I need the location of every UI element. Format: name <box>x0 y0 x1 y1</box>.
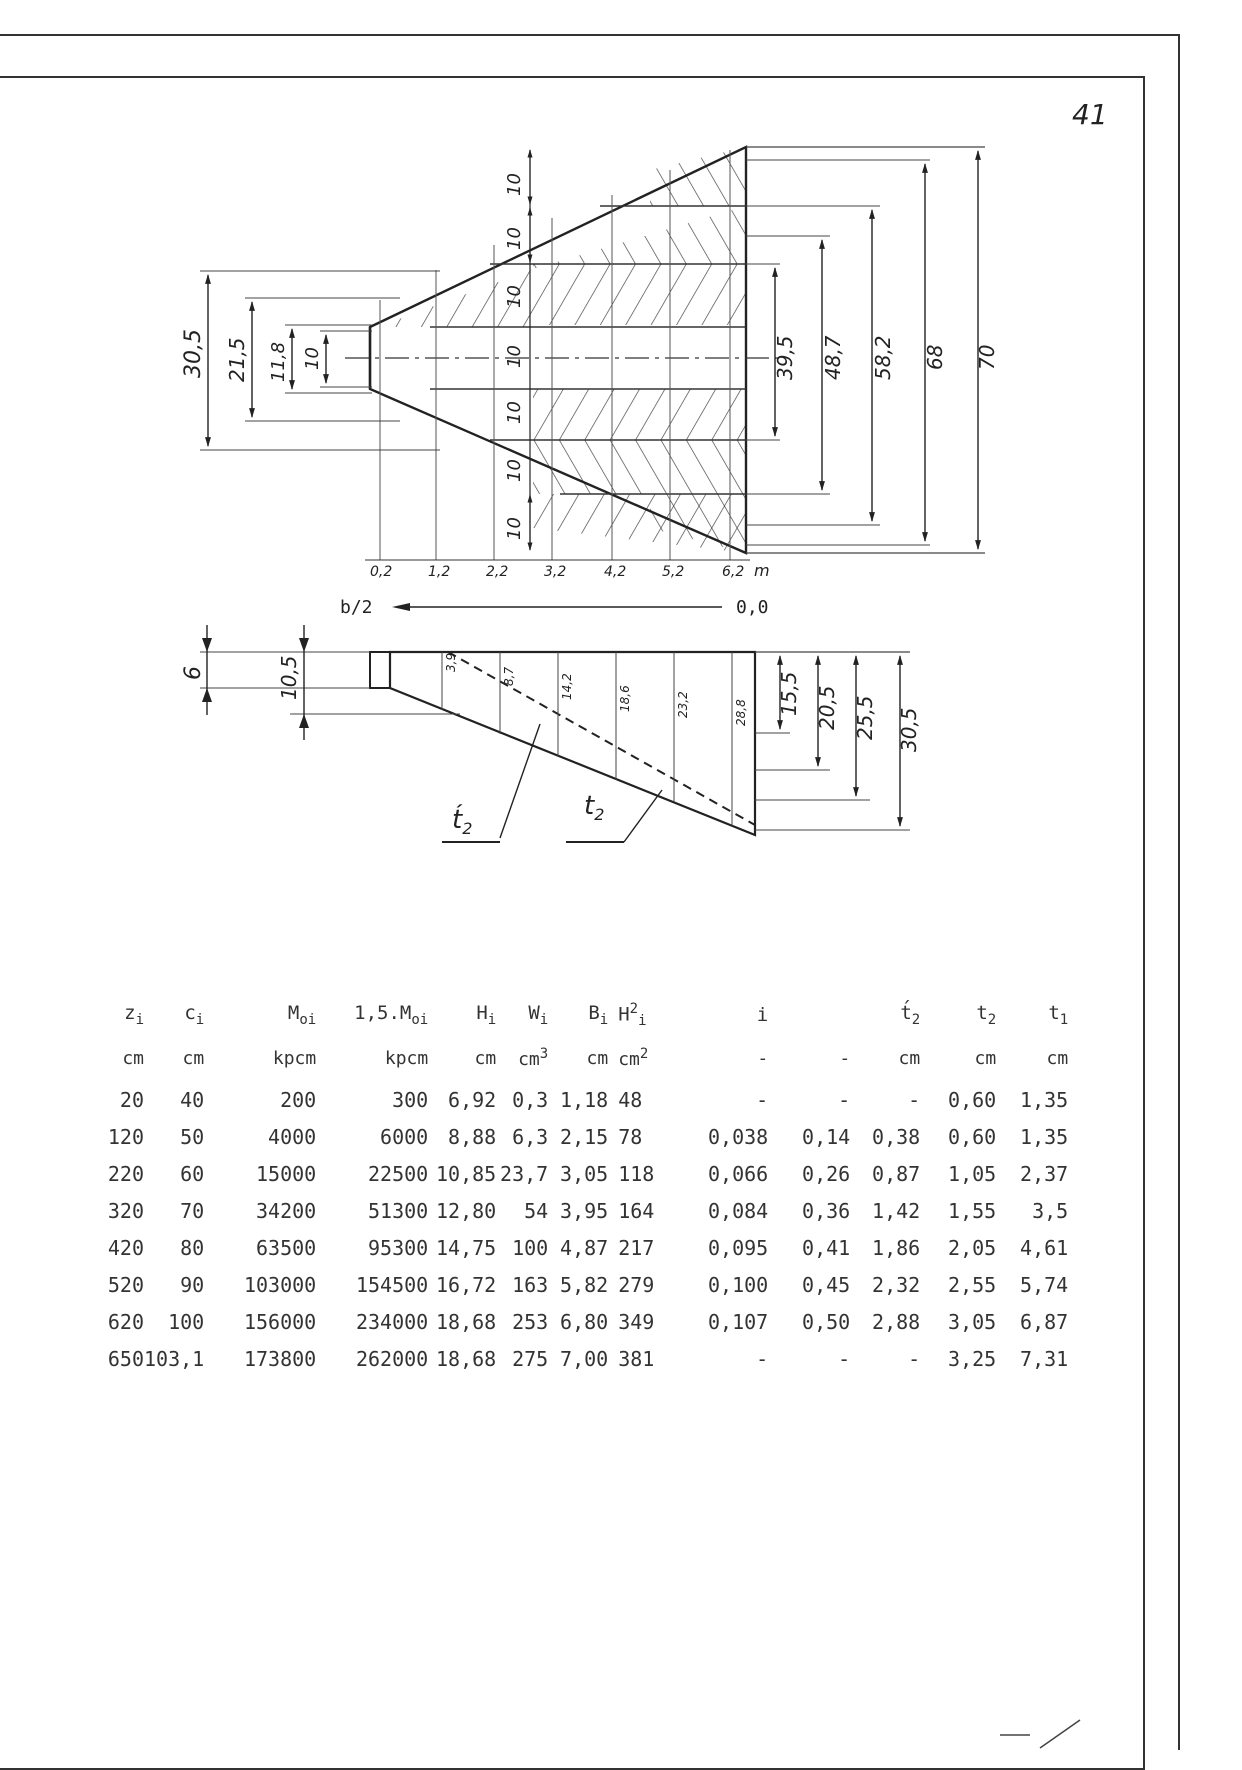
inner-label: 28,8 <box>734 699 748 726</box>
table-cell: 48 <box>618 1087 643 1112</box>
layer-label: 10 <box>504 517 525 540</box>
inner-label: 8,7 <box>502 666 516 686</box>
table-cell: 3,5 <box>1032 1198 1069 1223</box>
table-cell: 349 <box>618 1309 655 1334</box>
table-cell: 420 <box>107 1235 144 1260</box>
table-cell: 40 <box>180 1087 205 1112</box>
table-cell: 217 <box>618 1235 655 1260</box>
table-cell: 300 <box>392 1087 429 1112</box>
table-cell: 8,88 <box>448 1124 497 1149</box>
x-tick-label: 3,2 <box>544 564 567 580</box>
table-cell: 63500 <box>256 1235 317 1260</box>
table-row <box>92 1118 1068 1155</box>
column-header-unit: cm <box>1046 1047 1069 1069</box>
table-cell: 18,68 <box>436 1309 497 1334</box>
table-cell: 2,05 <box>948 1235 997 1260</box>
table-cell: 20 <box>119 1087 144 1112</box>
table-row <box>92 1192 1068 1229</box>
table-cell: 50 <box>180 1124 205 1149</box>
column-header-symbol: $B_i$ <box>588 1002 609 1028</box>
table-row <box>92 1266 1068 1303</box>
table-cell: 80 <box>180 1235 205 1260</box>
table-cell: 0,095 <box>708 1235 769 1260</box>
table-row <box>92 1081 1068 1118</box>
inner-label: 18,6 <box>618 685 632 712</box>
table-cell: 34200 <box>256 1198 317 1223</box>
column-header-symbol: i <box>756 1004 769 1026</box>
table-cell: 4,87 <box>560 1235 609 1260</box>
table-cell: 2,88 <box>872 1309 921 1334</box>
x-tick-label: 2,2 <box>486 564 509 580</box>
dim-label: 21,5 <box>225 337 249 382</box>
dim-label: 6 <box>181 666 206 680</box>
column-header-symbol: $t́_2$ <box>900 1002 921 1028</box>
table-body <box>92 1081 1068 1377</box>
table-cell: 620 <box>107 1309 144 1334</box>
table-cell: 320 <box>107 1198 144 1223</box>
inner-label: 3,9 <box>444 652 458 672</box>
table-cell: 234000 <box>355 1309 429 1334</box>
table-cell: 0,084 <box>708 1198 769 1223</box>
table-cell: 95300 <box>368 1235 429 1260</box>
table-cell: 6,80 <box>560 1309 609 1334</box>
table-cell: 7,31 <box>1020 1346 1069 1371</box>
table-cell: 1,42 <box>872 1198 921 1223</box>
table-cell: 78 <box>618 1124 643 1149</box>
axis-right-label: 0,0 <box>736 597 769 618</box>
x-tick-label: 5,2 <box>662 564 685 580</box>
top-right-dim-labels <box>773 335 999 380</box>
table-cell: 0,3 <box>512 1087 549 1112</box>
table-cell: 163 <box>512 1272 549 1297</box>
dim-label: 70 <box>975 344 999 370</box>
table-cell: 1,35 <box>1020 1087 1069 1112</box>
table-cell: 51300 <box>368 1198 429 1223</box>
table-cell: - <box>908 1087 921 1112</box>
table-cell: 23,7 <box>500 1161 549 1186</box>
dim-label: 20,5 <box>815 685 839 730</box>
table-cell: 70 <box>180 1198 205 1223</box>
table-cell: 7,00 <box>560 1346 609 1371</box>
table-cell: 0,60 <box>948 1124 997 1149</box>
bottom-dim-labels <box>181 653 921 838</box>
table-cell: 118 <box>618 1161 655 1186</box>
table-cell: 0,60 <box>948 1087 997 1112</box>
dim-label: 68 <box>923 344 947 370</box>
table-cell: 2,55 <box>948 1272 997 1297</box>
table-cell: 164 <box>618 1198 655 1223</box>
table-cell: - <box>838 1346 851 1371</box>
table-cell: 2,37 <box>1020 1161 1069 1186</box>
table-cell: 0,107 <box>708 1309 769 1334</box>
column-header-unit: cm <box>122 1047 144 1069</box>
layer-label: 10 <box>504 173 525 196</box>
table-cell: 3,25 <box>948 1346 997 1371</box>
column-header-symbol: $W_i$ <box>528 1002 549 1028</box>
table-cell: 14,75 <box>436 1235 497 1260</box>
table-cell: 18,68 <box>436 1346 497 1371</box>
table-cell: 22500 <box>368 1161 429 1186</box>
table-cell: 1,35 <box>1020 1124 1069 1149</box>
table-cell: 279 <box>618 1272 655 1297</box>
table-cell: 2,15 <box>560 1124 609 1149</box>
dim-label: 48,7 <box>821 335 845 380</box>
table-cell: 156000 <box>243 1309 317 1334</box>
table-cell: 6000 <box>380 1124 429 1149</box>
table-cell: 520 <box>107 1272 144 1297</box>
dim-label: 10,5 <box>277 655 301 700</box>
table-row <box>92 1229 1068 1266</box>
dim-label: 30,5 <box>897 707 921 752</box>
table-cell: 0,38 <box>872 1124 921 1149</box>
top-section <box>200 147 985 611</box>
table-cell: 3,05 <box>560 1161 609 1186</box>
dim-label: 39,5 <box>773 335 797 380</box>
column-header-unit: cm <box>898 1047 921 1069</box>
results-table-wrap <box>92 995 1102 1377</box>
column-header-unit: cm <box>974 1047 997 1069</box>
column-header-unit: $cm^2$ <box>618 1046 649 1070</box>
top-layer-dim-labels <box>504 173 525 540</box>
table-cell: 0,45 <box>802 1272 851 1297</box>
table-cell: 5,82 <box>560 1272 609 1297</box>
table-cell: 220 <box>107 1161 144 1186</box>
table-cell: 0,87 <box>872 1161 921 1186</box>
table-cell: 253 <box>512 1309 549 1334</box>
layer-label: 10 <box>504 285 525 308</box>
dim-label: 25,5 <box>853 695 877 740</box>
x-tick-label: 4,2 <box>604 564 627 580</box>
table-cell: 16,72 <box>436 1272 497 1297</box>
column-header-unit: cm <box>474 1047 497 1069</box>
top-x-ticks <box>370 561 770 580</box>
table-cell: 6,92 <box>448 1087 497 1112</box>
column-header-symbol: $H_i$ <box>476 1002 497 1028</box>
table-cell: 15000 <box>256 1161 317 1186</box>
column-header-symbol <box>768 995 850 1035</box>
table-cell: - <box>838 1087 851 1112</box>
x-tick-label: 6,2 <box>722 564 745 580</box>
table-row <box>92 1303 1068 1340</box>
inner-label: 14,2 <box>560 673 574 700</box>
table-cell: 100 <box>512 1235 549 1260</box>
dim-label: 10 <box>302 347 323 370</box>
table-cell: 1,18 <box>560 1087 609 1112</box>
x-tick-label: 0,2 <box>370 564 393 580</box>
dim-label: 11,8 <box>268 341 289 382</box>
inner-label: 23,2 <box>676 691 690 718</box>
column-header-symbol: $H^2_i$ <box>618 1000 647 1030</box>
table-cell: - <box>756 1346 769 1371</box>
table-cell: 0,36 <box>802 1198 851 1223</box>
table-cell: 103000 <box>243 1272 317 1297</box>
layer-label: 10 <box>504 345 525 368</box>
table-cell: 100 <box>168 1309 205 1334</box>
layer-label: 10 <box>504 227 525 250</box>
table-cell: 650 <box>107 1346 144 1371</box>
corner-mark <box>1000 1720 1080 1748</box>
layer-label: 10 <box>504 401 525 424</box>
header-symbols-row <box>92 995 1068 1035</box>
column-header-unit: - <box>839 1047 851 1069</box>
table-cell: - <box>908 1346 921 1371</box>
table-cell: 5,74 <box>1020 1272 1069 1297</box>
x-unit-label: m <box>754 561 770 580</box>
table-cell: 12,80 <box>436 1198 497 1223</box>
results-table <box>92 995 1068 1377</box>
table-cell: 1,05 <box>948 1161 997 1186</box>
dim-label: 58,2 <box>871 335 895 380</box>
column-header-unit: - <box>757 1047 769 1069</box>
table-cell: 0,14 <box>802 1124 851 1149</box>
table-row <box>92 1155 1068 1192</box>
column-header-unit: $cm^3$ <box>518 1046 549 1070</box>
table-cell: 173800 <box>243 1346 317 1371</box>
table-cell: 0,038 <box>708 1124 769 1149</box>
table-cell: 262000 <box>355 1346 429 1371</box>
table-cell: 10,85 <box>436 1161 497 1186</box>
table-cell: 6,3 <box>512 1124 549 1149</box>
layer-label: 10 <box>504 459 525 482</box>
axis-left-label: b/2 <box>340 597 373 618</box>
table-cell: - <box>756 1087 769 1112</box>
table-cell: 0,50 <box>802 1309 851 1334</box>
table-cell: 381 <box>618 1346 655 1371</box>
table-cell: 1,86 <box>872 1235 921 1260</box>
table-cell: 60 <box>180 1161 205 1186</box>
column-header-symbol: $t_2$ <box>976 1002 997 1028</box>
page-number: 41 <box>1072 98 1108 131</box>
t2-label: $t_2$ <box>584 791 605 824</box>
column-header-unit: kpcm <box>384 1047 429 1069</box>
table-cell: 0,100 <box>708 1272 769 1297</box>
column-header-unit: cm <box>586 1047 609 1069</box>
table-cell: 200 <box>280 1087 317 1112</box>
dim-label: 30,5 <box>181 329 206 378</box>
header-units-row <box>92 1035 1068 1081</box>
table-cell: 0,41 <box>802 1235 851 1260</box>
table-cell: 3,95 <box>560 1198 609 1223</box>
table-cell: 0,066 <box>708 1161 769 1186</box>
column-header-symbol: $z_i$ <box>124 1002 144 1028</box>
table-cell: 90 <box>180 1272 205 1297</box>
column-header-unit: kpcm <box>272 1047 317 1069</box>
table-row <box>92 1340 1068 1377</box>
table-cell: 275 <box>512 1346 549 1371</box>
table-cell: 0,26 <box>802 1161 851 1186</box>
table-cell: 1,55 <box>948 1198 997 1223</box>
table-cell: 3,05 <box>948 1309 997 1334</box>
table-cell: 4000 <box>268 1124 317 1149</box>
column-header-symbol: $c_i$ <box>184 1002 205 1028</box>
column-header-symbol: $t_1$ <box>1048 1002 1069 1028</box>
table-cell: 2,32 <box>872 1272 921 1297</box>
table-cell: 154500 <box>355 1272 429 1297</box>
column-header-symbol: $M_{oi}$ <box>287 1002 317 1028</box>
t2-prime-label: $t́_2$ <box>452 805 473 838</box>
table-cell: 120 <box>107 1124 144 1149</box>
table-cell: 54 <box>524 1198 549 1223</box>
table-cell: 4,61 <box>1020 1235 1069 1260</box>
dim-label: 15,5 <box>777 671 801 716</box>
bottom-section <box>200 625 910 842</box>
x-tick-label: 1,2 <box>428 564 451 580</box>
table-cell: 103,1 <box>144 1346 205 1371</box>
column-header-unit: cm <box>182 1047 205 1069</box>
column-header-symbol: $1,5.M_{oi}$ <box>354 1002 429 1028</box>
table-cell: 6,87 <box>1020 1309 1069 1334</box>
